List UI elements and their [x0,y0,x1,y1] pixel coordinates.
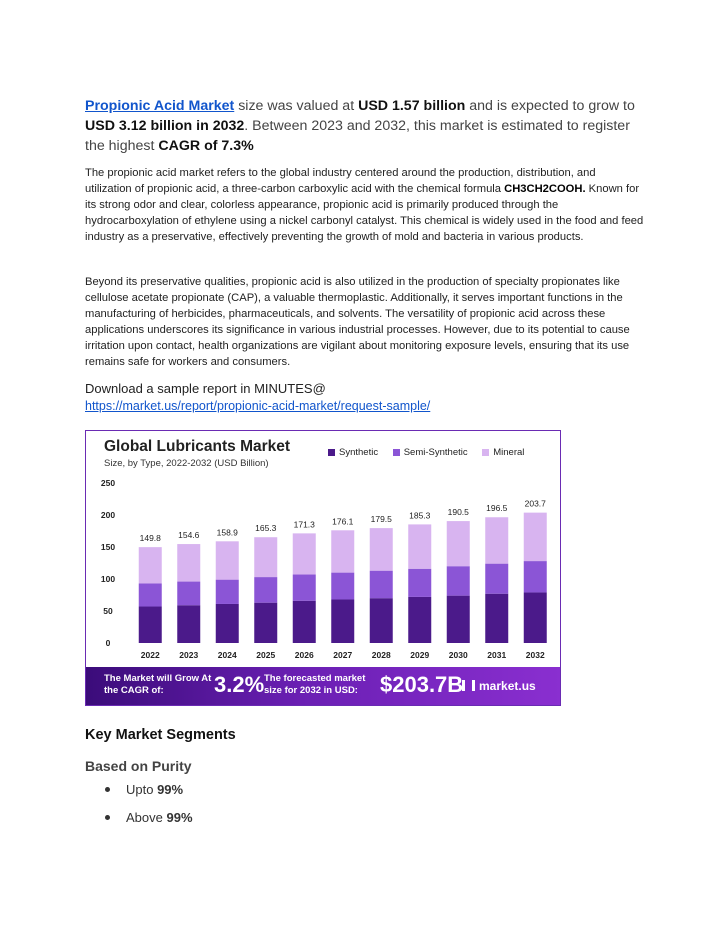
intro-text-2: and is expected to grow to [465,98,635,114]
chart-legend [328,447,536,459]
chart-title: Global Lubricants Market [104,438,291,455]
bar-synthetic-2026 [293,601,316,643]
market-chart-figure [85,430,561,706]
bar-mineral-2030 [447,521,470,566]
bar-synthetic-2023 [177,605,200,643]
y-tick-label: 250 [100,478,116,488]
y-tick-label: 150 [100,542,116,552]
x-tick-label-2025: 2025 [256,650,276,660]
x-tick-label-2032: 2032 [525,650,545,660]
bar-synthetic-2025 [254,603,277,643]
x-tick-label-2029: 2029 [410,650,430,660]
x-tick-label-2031: 2031 [487,650,507,660]
bullet-icon [105,815,110,820]
bar-synthetic-2024 [216,604,239,643]
bar-synthetic-2030 [447,596,470,643]
bar-semi-synthetic-2027 [331,573,354,600]
bar-mineral-2029 [408,524,431,568]
bar-semi-synthetic-2029 [408,569,431,597]
download-label: Download a sample report in MINUTES@ [85,381,326,396]
total-label-2030: 190.5 [447,507,469,518]
total-label-2032: 203.7 [524,498,546,509]
x-tick-label-2028: 2028 [371,650,391,660]
banner-cagr-text: The Market will Grow At the CAGR of: [104,673,212,696]
purity-subheading: Based on Purity [85,758,192,774]
bar-synthetic-2022 [139,607,162,643]
download-section [85,380,645,415]
applications-paragraph: Beyond its preservative qualities, propionic acid is also utilized in the production of specialty propionates like cellulose acetate propionate (CAP), a valuable thermoplastic. Additionally, it serves important functions in the manufacturing of herbicides, pharmaceuticals, and solvents. The versatility of propionic acid across these applications underscores its significance in various industrial processes. However, due to its potential to cause irritation upon contact, health organizations are vigilant about monitoring exposure levels, ensuring that its use remains safe for workers and consumers. [85,276,630,368]
logo-icon [462,680,475,691]
total-label-2023: 154.6 [178,530,200,541]
total-label-2028: 179.5 [370,514,392,525]
bar-mineral-2026 [293,533,316,574]
legend-synthetic: Synthetic [328,447,378,458]
bar-mineral-2031 [485,517,508,563]
total-label-2027: 176.1 [332,516,354,527]
bar-mineral-2028 [370,528,393,571]
bar-semi-synthetic-2023 [177,582,200,606]
bar-mineral-2025 [254,537,277,577]
market-link[interactable]: Propionic Acid Market [85,98,235,114]
y-tick-label: 100 [100,574,116,584]
bar-synthetic-2032 [524,592,547,643]
bar-semi-synthetic-2030 [447,566,470,595]
x-tick-label-2027: 2027 [333,650,353,660]
x-tick-label-2030: 2030 [448,650,468,660]
intro-text-1: size was valued at [234,98,359,114]
stacked-bar-chart [86,471,561,667]
description-text-2: Known for its strong odor and clear, colorless appearance, propionic acid is primarily produced through the hydrocarboxylation of ethylene using a nickel carbonyl catalyst. This chemical is widely used in the food and feed industry as a preservative, effectively preventing the growth of mold and bacteria in various products. [85,183,644,243]
x-tick-label-2022: 2022 [140,650,160,660]
bar-synthetic-2028 [370,598,393,643]
bar-semi-synthetic-2026 [293,575,316,601]
intro-value-2032: USD 3.12 billion in 2032 [85,118,245,134]
chart-subtitle: Size, by Type, 2022-2032 (USD Billion) [104,458,269,469]
total-label-2022: 149.8 [139,533,161,544]
cagr-banner [86,667,561,705]
bar-mineral-2022 [139,547,162,583]
bar-mineral-2024 [216,541,239,579]
intro-text-3: . Between 2023 and 2032, this market is estimated to register the highest [85,118,630,154]
bar-semi-synthetic-2032 [524,561,547,592]
chemical-formula: CH3CH2COOH. [504,183,586,195]
banner-cagr-value: 3.2% [214,672,265,697]
list-item: Above 99% [105,810,193,838]
brand-logo: market.us [462,679,536,693]
x-tick-label-2024: 2024 [217,650,237,660]
bar-semi-synthetic-2025 [254,577,277,603]
banner-size-text: The forecasted market size for 2032 in USD: [264,673,366,696]
intro-paragraph [85,96,645,156]
total-label-2026: 171.3 [293,519,315,530]
bar-synthetic-2029 [408,597,431,643]
bar-semi-synthetic-2031 [485,564,508,594]
bar-synthetic-2027 [331,599,354,643]
segments-heading: Key Market Segments [85,727,236,743]
bullet-icon [105,787,110,792]
y-tick-label: 0 [105,638,111,648]
bar-mineral-2027 [331,530,354,572]
description-paragraph [85,165,645,245]
legend-mineral: Mineral [482,447,524,458]
intro-value-2024: USD 1.57 billion [358,98,466,114]
total-label-2025: 165.3 [255,523,277,534]
bar-mineral-2032 [524,513,547,561]
x-tick-label-2026: 2026 [294,650,314,660]
total-label-2024: 158.9 [216,527,238,538]
total-label-2031: 196.5 [486,503,508,514]
bar-semi-synthetic-2028 [370,571,393,599]
total-label-2029: 185.3 [409,510,431,521]
list-item: Upto 99% [105,782,193,810]
purity-list [105,782,193,838]
x-tick-label-2023: 2023 [179,650,199,660]
banner-size-value: $203.7B [380,672,464,697]
sample-report-link[interactable]: https://market.us/report/propionic-acid-market/request-sample/ [85,399,431,413]
y-tick-label: 50 [103,606,113,616]
intro-cagr: CAGR of 7.3% [158,138,254,154]
y-tick-label: 200 [100,510,116,520]
bar-semi-synthetic-2024 [216,580,239,604]
legend-semi-synthetic: Semi-Synthetic [393,447,468,458]
bar-semi-synthetic-2022 [139,583,162,606]
bar-synthetic-2031 [485,594,508,643]
bar-mineral-2023 [177,544,200,582]
description-text: The propionic acid market refers to the global industry centered around the production, distribution, and utilization of propionic acid, a three-carbon carboxylic acid with the chemical formula [85,167,596,195]
